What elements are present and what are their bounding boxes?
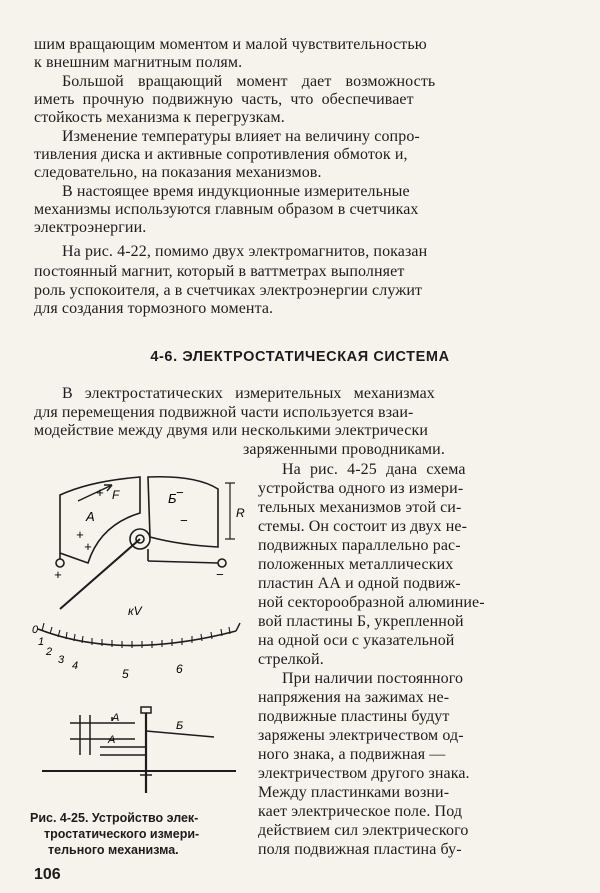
text-line: поля подвижная пластина бу- [258, 841, 462, 858]
section-heading: 4-6. ЭЛЕКТРОСТАТИЧЕСКАЯ СИСТЕМА [150, 349, 450, 365]
side-view [42, 707, 236, 793]
caption-line: тростатического измери- [44, 827, 200, 841]
tick-label: 0 [32, 624, 39, 636]
text-line: электричеством другого знака. [258, 765, 470, 782]
label-plus-4: + [54, 567, 62, 582]
label-plate-a: А [86, 509, 95, 524]
label-minus-1: − [176, 485, 184, 500]
text-line: шим вращающим моментом и малой чувствительностью [34, 36, 427, 53]
text-line: заряженными проводниками. [243, 441, 445, 458]
tick-label: 5 [122, 667, 129, 681]
text-line: на одной оси с указательной [258, 632, 455, 649]
text-line: подвижных параллельно рас- [258, 537, 461, 554]
text-line: заряжены электричеством од- [258, 727, 464, 744]
text-line: постоянный магнит, который в ваттметрах выполняет [34, 263, 405, 280]
force-arrow [78, 485, 112, 501]
text-line: положенных металлических [258, 556, 454, 573]
text-line: Большой вращающий момент дает возможность [62, 73, 436, 90]
side-label-a2: А [108, 734, 116, 746]
scale-arc [38, 629, 236, 646]
tick-label: 6 [176, 662, 183, 676]
text-line: Изменение температуры влияет на величину сопро- [62, 128, 420, 145]
label-minus-2: − [180, 513, 188, 528]
tick-label: 1 [38, 636, 45, 648]
text-line: В электростатических измерительных механизмах [62, 385, 435, 402]
text-line: вой пластины Б, укрепленной [258, 613, 464, 630]
text-line: В настоящее время индукционные измерительные [62, 183, 410, 200]
text-line: Между пластинками возни- [258, 784, 450, 801]
label-unit: кV [128, 604, 142, 618]
caption-line: Рис. 4-25. Устройство элек- [30, 811, 199, 825]
text-line: к внешним магнитным полям. [34, 54, 243, 71]
text-line: На рис. 4-22, помимо двух электромагнитов, показан [62, 243, 428, 260]
terminal-right [218, 559, 226, 567]
text-line: тивления диска и активные сопротивления обмоток и, [34, 146, 408, 163]
pointer-needle [60, 539, 140, 609]
figure-4-25 [0, 455, 260, 805]
label-plus-1: + [96, 485, 104, 500]
text-line: модействие между двумя или несколькими электрически [34, 422, 429, 439]
side-label-b: Б [176, 720, 184, 732]
label-plus-3: + [84, 539, 92, 554]
label-radius: R [236, 506, 245, 520]
text-line: На рис. 4-25 дана схема [282, 461, 466, 478]
text-line: подвижные пластины будут [258, 708, 450, 725]
text-line: следовательно, на показания механизмов. [34, 164, 322, 181]
text-line: стемы. Он состоит из двух не- [258, 518, 468, 535]
text-line: пластин АА и одной подвиж- [258, 575, 461, 592]
side-label-a1: А [112, 712, 120, 724]
text-line: стойкость механизма к перегрузкам. [34, 109, 285, 126]
text-line: напряжения на зажимах не- [258, 689, 450, 706]
page-number: 106 [34, 866, 61, 883]
label-plus-2: + [76, 527, 84, 542]
scale-ticks [42, 623, 230, 648]
text-line: устройства одного из измери- [258, 480, 464, 497]
text-line: действием сил электрического [258, 822, 469, 839]
terminal-left [56, 559, 64, 567]
caption-line: тельного механизма. [48, 843, 179, 857]
tick-label: 2 [46, 646, 53, 658]
text-line: механизмы используются главным образом в счетчиках [34, 201, 419, 218]
text-line: ного знака, а подвижная — [258, 746, 446, 763]
text-line: роль успокоителя, а в счетчиках электроэнергии служит [34, 282, 423, 299]
figure-caption [30, 810, 260, 858]
text-line: электроэнергии. [34, 219, 147, 236]
text-line: ной секторообразной алюминие- [258, 594, 485, 611]
label-plate-b: Б [168, 491, 177, 506]
text-line: для перемещения подвижной части используется взаи- [34, 404, 414, 421]
text-line: тельных механизмов этой си- [258, 499, 462, 516]
text-line: для создания тормозного момента. [34, 300, 274, 317]
text-line: иметь прочную подвижную часть, что обеспечивает [34, 91, 414, 108]
label-minus-3: − [216, 567, 224, 582]
label-force: F [112, 488, 120, 502]
tick-label: 4 [72, 660, 79, 672]
text-line: При наличии постоянного [282, 670, 464, 687]
tick-label: 3 [58, 654, 65, 666]
text-line: стрелкой. [258, 651, 324, 668]
text-line: кает электрическое поле. Под [258, 803, 463, 820]
